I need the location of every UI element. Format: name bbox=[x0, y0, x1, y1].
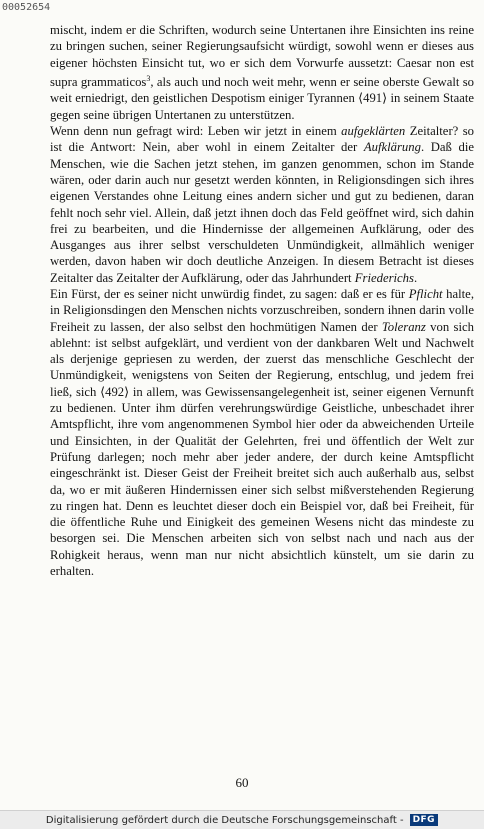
paragraph-text: halte, in Religionsdingen den Menschen nichts vorzuschreiben, sondern ihnen darin volle Freiheit zu lassen, der also selbst den hochmütigen Namen der bbox=[50, 286, 474, 334]
paragraph bbox=[50, 286, 474, 579]
paragraph-text: . bbox=[413, 270, 418, 285]
emphasis-text: Pflicht bbox=[408, 286, 443, 301]
paragraph-text: . Daß die Menschen, wie die Sachen jetzt stehen, im ganzen genommen, schon im Stande wären, oder darin auch nur gesetzt werden könnten, in Religionsdingen sich ihres eigenen Verstandes ohne Leitung eines andern sicher und gut zu bedienen, daran fehlt noch sehr viel. Allein, daß jetzt ihnen doch das Feld geöffnet wird, sich dahin frei zu bearbeiten, und die Hindernisse der allgemeinen Aufklärung, oder des Ausganges aus ihrer selbst verschuldeten Unmündigkeit, allmählich weniger werden, davon haben wir doch deutliche Anzeigen. In diesem Betracht ist dieses Zeitalter das Zeitalter der Aufklärung, oder das Jahrhundert bbox=[50, 140, 474, 285]
paragraph-text: Ein Fürst, der es seiner nicht unwürdig findet, zu sagen: daß er es für bbox=[50, 286, 409, 301]
emphasis-text: Toleranz bbox=[381, 319, 426, 334]
paragraph-text: mischt, indem er die Schriften, wodurch seine Untertanen ihre Einsichten ins reine zu bringen suchen, seiner Regierungsaufsicht würdigt, sowohl wenn er dieses aus eigener höchsten Einsicht tut, wo er sich dem Vorwurfe aussetzt: Caesar non est supra grammaticos bbox=[50, 23, 474, 90]
paragraph-text: , als auch und noch weit mehr, wenn er seine oberste Gewalt so weit erniedrigt, den geistlichen Despotism einiger Tyrannen ⟨491⟩ in seinem Staate gegen seine übrigen Untertanen zu unterstützen. bbox=[50, 75, 475, 122]
footer-text: Digitalisierung gefördert durch die Deutsche Forschungsgemeinschaft - bbox=[45, 814, 404, 826]
page-text bbox=[50, 22, 474, 579]
scan-id: 00052654 bbox=[2, 2, 51, 13]
footer bbox=[0, 810, 484, 829]
paragraph bbox=[50, 123, 474, 286]
paragraph-text: Zeitalter? so ist die Antwort: Nein, aber wohl in einem Zeitalter der bbox=[50, 124, 474, 155]
paragraph bbox=[50, 22, 474, 123]
emphasis-text: Aufklärung bbox=[363, 140, 421, 155]
paragraph-text: von sich ablehnt: ist selbst aufgeklärt, und verdient von der dankbaren Welt und Nachwelt als derjenige gepriesen zu werden, der zuerst das menschliche Geschlecht der Unmündigkeit, wenigstens von Seiten der Regierung, entschlug, und jedem frei ließ, sich ⟨492⟩ in allem, was Gewissensangelegenheit ist, seiner eigenen Vernunft zu bedienen. Unter ihm dürfen verehrungswürdige Geistliche, unbeschadet ihrer Amtspflicht, ihre vom angenommenen Symbol hier oder da abweichenden Urteile und Einsichten, in der Qualität der Gelehrten, frei und öffentlich der Welt zur Prüfung darlegen; noch mehr aber jeder andere, der durch keine Amtspflicht eingeschränkt ist. Dieser Geist der Freiheit breitet sich auch außerhalb aus, selbst da, wo er mit äußeren Hindernissen einer sich selbst mißverstehenden Regierung zu ringen hat. Denn es leuchtet dieser doch ein Beispiel vor, daß bei Freiheit, für die öffentliche Ruhe und Einigkeit des gemeinen Wesens nicht das mindeste zu besorgen sei. Die Menschen arbeiten sich von selbst nach und nach aus der Rohigkeit heraus, wenn man nur nicht absichtlich künstelt, um sie darin zu erhalten. bbox=[50, 319, 474, 579]
footnote-marker: 3 bbox=[146, 73, 151, 83]
emphasis-text: aufgeklärten bbox=[341, 124, 406, 139]
emphasis-text: Friederichs bbox=[354, 270, 414, 285]
page-number: 60 bbox=[235, 775, 249, 790]
paragraph-text: Wenn denn nun gefragt wird: Leben wir jetzt in einem bbox=[50, 124, 342, 139]
dfg-logo: DFG bbox=[410, 814, 439, 826]
